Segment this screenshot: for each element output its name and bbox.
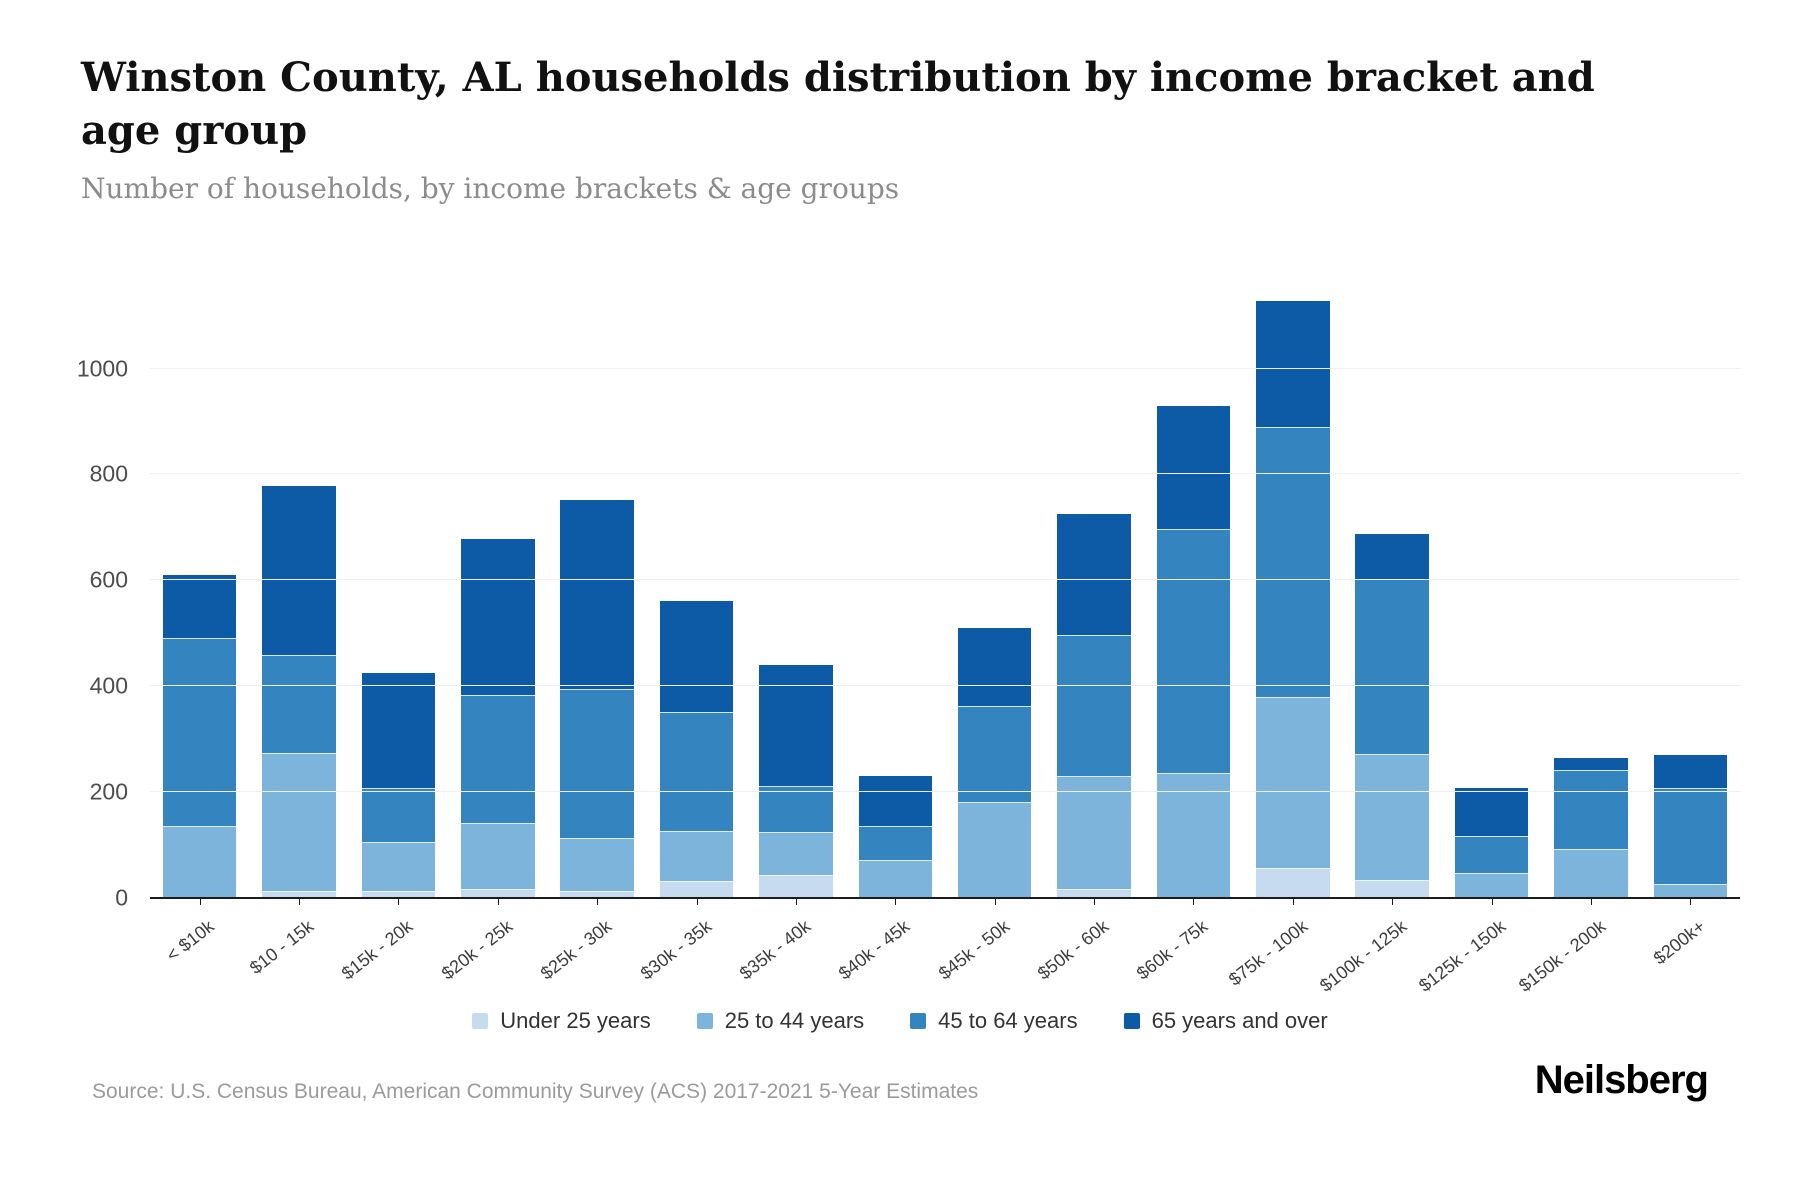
bar-segment[interactable]: [958, 628, 1032, 707]
legend-label: Under 25 years: [500, 1008, 651, 1033]
stacked-bar-$50k - 60k[interactable]: [1057, 514, 1131, 898]
x-tick-label-$150k - 200k: $150k - 200k: [1514, 916, 1610, 996]
y-gridline-600: [150, 579, 1740, 580]
x-tick-label-$30k - 35k: $30k - 35k: [636, 916, 715, 984]
x-tick-mark: [995, 899, 996, 905]
bar-segment[interactable]: [660, 832, 734, 882]
x-tick-mark: [1690, 899, 1691, 905]
bar-segment[interactable]: [660, 713, 734, 832]
legend-swatch: [1124, 1013, 1140, 1029]
y-tick-label-0: 0: [115, 884, 128, 911]
x-tick-label-$60k - 75k: $60k - 75k: [1133, 916, 1212, 984]
bar-segment[interactable]: [362, 843, 436, 891]
x-axis-line: [150, 897, 1740, 899]
x-tick-mark: [796, 899, 797, 905]
bar-segment[interactable]: [759, 876, 833, 898]
bar-segment[interactable]: [1355, 534, 1429, 581]
bar-slot-10: [1044, 268, 1143, 898]
bar-segment[interactable]: [362, 673, 436, 789]
bar-slot-13: [1343, 268, 1442, 898]
stacked-bar-$10 - 15k[interactable]: [262, 486, 336, 898]
x-tick-mark: [299, 899, 300, 905]
y-tick-label-600: 600: [89, 566, 128, 593]
bar-segment[interactable]: [958, 803, 1032, 898]
stacked-bar-$30k - 35k[interactable]: [660, 601, 734, 899]
bar-segment[interactable]: [1654, 755, 1728, 789]
x-tick-mark: [1193, 899, 1194, 905]
stacked-bar-$40k - 45k[interactable]: [859, 776, 933, 898]
x-tick-mark: [597, 899, 598, 905]
stacked-bar-$200k+[interactable]: [1654, 755, 1728, 898]
x-tick-label-< $10k: < $10k: [162, 916, 219, 966]
legend-label: 45 to 64 years: [938, 1008, 1078, 1033]
legend-swatch: [472, 1013, 488, 1029]
bar-slot-6: [647, 268, 746, 898]
bar-segment[interactable]: [362, 789, 436, 843]
x-tick-label-$40k - 45k: $40k - 45k: [835, 916, 914, 984]
y-tick-label-400: 400: [89, 672, 128, 699]
bar-slot-4: [448, 268, 547, 898]
x-tick-label-$20k - 25k: $20k - 25k: [437, 916, 517, 984]
chart-title: Winston County, AL households distribution by income bracket and age group: [81, 54, 1595, 154]
y-tick-label-1000: 1000: [76, 355, 128, 382]
stacked-bar-$100k - 125k[interactable]: [1355, 534, 1429, 898]
bar-segment[interactable]: [660, 601, 734, 713]
bar-segment[interactable]: [1256, 698, 1330, 869]
chart-subtitle: Number of households, by income brackets & age groups: [81, 172, 900, 205]
bar-segment[interactable]: [1455, 874, 1529, 898]
bar-segment[interactable]: [1455, 788, 1529, 837]
y-gridline-1000: [150, 368, 1740, 369]
bar-segment[interactable]: [1654, 789, 1728, 884]
bar-segment[interactable]: [1256, 869, 1330, 898]
bar-segment[interactable]: [163, 639, 237, 827]
bar-segment[interactable]: [759, 787, 833, 834]
bar-segment[interactable]: [958, 707, 1032, 802]
legend-label: 65 years and over: [1151, 1008, 1328, 1033]
x-tick-mark: [498, 899, 499, 905]
bar-segment[interactable]: [859, 776, 933, 826]
bar-segment[interactable]: [163, 575, 237, 639]
bar-segment[interactable]: [262, 486, 336, 656]
bar-segment[interactable]: [1554, 850, 1628, 898]
bar-segment[interactable]: [461, 696, 535, 824]
bar-segment[interactable]: [1157, 774, 1231, 898]
stacked-bar-$150k - 200k[interactable]: [1554, 758, 1628, 898]
bar-segment[interactable]: [262, 754, 336, 892]
stacked-bar-$15k - 20k[interactable]: [362, 673, 436, 898]
bar-segment[interactable]: [461, 539, 535, 696]
bar-slot-3: [349, 268, 448, 898]
bar-segment[interactable]: [461, 824, 535, 890]
stacked-bar-$35k - 40k[interactable]: [759, 665, 833, 898]
bar-segment[interactable]: [1157, 406, 1231, 530]
y-tick-label-800: 800: [89, 460, 128, 487]
bar-segment[interactable]: [1355, 580, 1429, 755]
x-tick-mark: [1492, 899, 1493, 905]
stacked-bar-$20k - 25k[interactable]: [461, 539, 535, 898]
x-tick-label-$25k - 30k: $25k - 30k: [536, 916, 616, 984]
bar-segment[interactable]: [1256, 301, 1330, 428]
stacked-bar-$75k - 100k[interactable]: [1256, 301, 1330, 898]
bar-segment[interactable]: [1554, 771, 1628, 850]
x-tick-mark: [1293, 899, 1294, 905]
x-tick-mark: [1094, 899, 1095, 905]
legend-item-65 years and over[interactable]: [1124, 1008, 1328, 1034]
bar-segment[interactable]: [560, 690, 634, 839]
x-tick-mark: [697, 899, 698, 905]
x-tick-label-$200k+: $200k+: [1649, 916, 1709, 969]
bar-segment[interactable]: [1157, 530, 1231, 774]
legend-item-Under 25 years[interactable]: [472, 1008, 650, 1034]
x-tick-mark: [1392, 899, 1393, 905]
bar-slot-12: [1243, 268, 1342, 898]
x-tick-label-$50k - 60k: $50k - 60k: [1033, 916, 1113, 984]
x-tick-label-$45k - 50k: $45k - 50k: [934, 916, 1014, 984]
bar-slot-7: [746, 268, 845, 898]
legend-item-25 to 44 years[interactable]: [697, 1008, 864, 1034]
bar-segment[interactable]: [759, 665, 833, 787]
x-tick-label-$125k - 150k: $125k - 150k: [1415, 916, 1510, 996]
legend-item-45 to 64 years[interactable]: [910, 1008, 1077, 1034]
y-tick-label-200: 200: [89, 778, 128, 805]
bar-segment[interactable]: [859, 827, 933, 861]
stacked-bar-$45k - 50k[interactable]: [958, 628, 1032, 898]
bar-segment[interactable]: [1057, 636, 1131, 777]
bar-slot-16: [1641, 268, 1740, 898]
x-tick-mark: [895, 899, 896, 905]
neilsberg-logo: Neilsberg: [1534, 1058, 1708, 1102]
stacked-bar-$125k - 150k[interactable]: [1455, 788, 1529, 898]
legend: [0, 1008, 1800, 1034]
y-axis-labels: [0, 268, 138, 911]
x-tick-label-$15k - 20k: $15k - 20k: [338, 916, 417, 984]
bar-segment[interactable]: [560, 839, 634, 892]
bar-slot-14: [1442, 268, 1541, 898]
bar-segment[interactable]: [1455, 837, 1529, 874]
bar-segment[interactable]: [163, 827, 237, 898]
bar-segment[interactable]: [1355, 881, 1429, 898]
bar-segment[interactable]: [1057, 777, 1131, 890]
source-note: Source: U.S. Census Bureau, American Community Survey (ACS) 2017-2021 5-Year Estimates: [92, 1080, 979, 1103]
bar-slot-8: [846, 268, 945, 898]
bar-slot-1: [150, 268, 249, 898]
bar-segment[interactable]: [1554, 758, 1628, 771]
bar-segment[interactable]: [1057, 514, 1131, 636]
bar-segment[interactable]: [859, 861, 933, 898]
x-tick-label-$35k - 40k: $35k - 40k: [735, 916, 815, 984]
x-tick-mark: [200, 899, 201, 905]
legend-label: 25 to 44 years: [724, 1008, 865, 1033]
bar-slot-9: [945, 268, 1044, 898]
bar-segment[interactable]: [1355, 755, 1429, 881]
bar-segment[interactable]: [1256, 428, 1330, 698]
bar-slot-2: [249, 268, 348, 898]
bar-segment[interactable]: [1654, 885, 1728, 898]
bar-slot-11: [1144, 268, 1243, 898]
legend-swatch: [697, 1013, 713, 1029]
stacked-bar-$25k - 30k[interactable]: [560, 500, 634, 898]
bar-segment[interactable]: [262, 656, 336, 754]
legend-swatch: [910, 1013, 926, 1029]
x-tick-label-$75k - 100k: $75k - 100k: [1224, 916, 1312, 990]
x-tick-mark: [1591, 899, 1592, 905]
x-tick-label-$100k - 125k: $100k - 125k: [1316, 916, 1411, 996]
x-tick-label-$10 - 15k: $10 - 15k: [245, 916, 318, 978]
bar-slot-5: [548, 268, 647, 898]
y-gridline-400: [150, 685, 1740, 686]
plot-area: [150, 268, 1740, 898]
bar-segment[interactable]: [560, 500, 634, 690]
x-tick-mark: [398, 899, 399, 905]
bar-segment[interactable]: [759, 833, 833, 875]
bars-container: [150, 268, 1740, 898]
bar-segment[interactable]: [660, 882, 734, 898]
stacked-bar-$60k - 75k[interactable]: [1157, 406, 1231, 898]
y-gridline-200: [150, 791, 1740, 792]
bar-slot-15: [1541, 268, 1640, 898]
y-gridline-800: [150, 473, 1740, 474]
stacked-bar-< $10k[interactable]: [163, 575, 237, 898]
